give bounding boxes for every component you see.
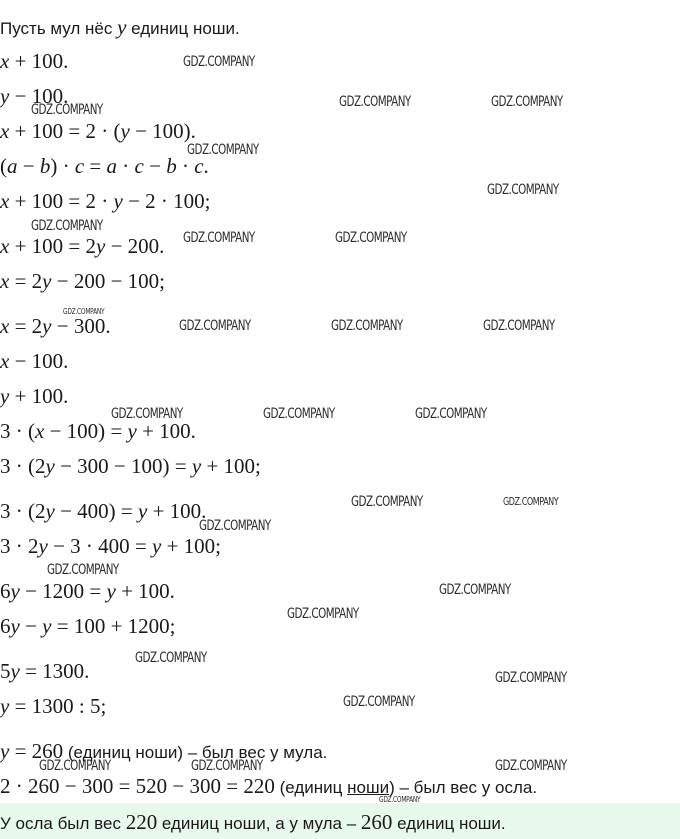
equation-17: 5y = 1300. <box>0 659 90 683</box>
watermark: GDZ.COMPANY <box>179 318 251 334</box>
answer-line <box>0 811 506 835</box>
result-mule-text: (единиц ноши) – был вес у мула. <box>63 743 328 762</box>
equation-10: y + 100. <box>0 384 69 408</box>
equation-2: y − 100. <box>0 84 69 108</box>
watermark: GDZ.COMPANY <box>183 54 255 70</box>
watermark: GDZ.COMPANY <box>183 230 255 246</box>
watermark: GDZ.COMPANY <box>343 694 415 710</box>
equation-9: x − 100. <box>0 349 69 373</box>
answer-pre: У осла был вес <box>0 814 126 833</box>
equation-1: x + 100. <box>0 49 69 73</box>
watermark: GDZ.COMPANY <box>495 758 567 774</box>
watermark: GDZ.COMPANY <box>379 795 421 804</box>
equation-15: 6y − 1200 = y + 100. <box>0 579 175 603</box>
equation-6: x + 100 = 2y − 200. <box>0 234 165 258</box>
watermark: GDZ.COMPANY <box>263 406 335 422</box>
equation-5: x + 100 = 2 · y − 2 · 100; <box>0 189 211 213</box>
watermark: GDZ.COMPANY <box>503 495 559 508</box>
watermark: GDZ.COMPANY <box>487 182 559 198</box>
result-donkey-text-underlined: ноши <box>347 778 390 797</box>
watermark: GDZ.COMPANY <box>287 606 359 622</box>
result-donkey-line <box>0 775 537 799</box>
watermark: GDZ.COMPANY <box>31 218 103 234</box>
watermark: GDZ.COMPANY <box>135 650 207 666</box>
watermark: GDZ.COMPANY <box>191 758 263 774</box>
equation-7: x = 2y − 200 − 100; <box>0 269 166 293</box>
watermark: GDZ.COMPANY <box>439 582 511 598</box>
equation-3: x + 100 = 2 · (y − 100). <box>0 119 196 143</box>
answer-donkey-value: 220 <box>125 810 158 834</box>
result-donkey-math: 2 · 260 − 300 = 520 − 300 = 220 <box>0 774 275 798</box>
intro-var: y <box>117 15 127 39</box>
intro-line <box>0 16 240 40</box>
watermark: GDZ.COMPANY <box>339 94 411 110</box>
watermark: GDZ.COMPANY <box>47 562 119 578</box>
equation-16: 6y − y = 100 + 1200; <box>0 614 176 638</box>
watermark: GDZ.COMPANY <box>187 142 259 158</box>
intro-pre: Пусть мул нёс <box>0 19 118 38</box>
result-mule-math: y = 260 <box>0 739 64 763</box>
watermark: GDZ.COMPANY <box>199 518 271 534</box>
watermark: GDZ.COMPANY <box>491 94 563 110</box>
watermark: GDZ.COMPANY <box>483 318 555 334</box>
watermark: GDZ.COMPANY <box>351 494 423 510</box>
equation-14: 3 · 2y − 3 · 400 = y + 100; <box>0 534 222 558</box>
watermark: GDZ.COMPANY <box>39 758 111 774</box>
watermark: GDZ.COMPANY <box>111 406 183 422</box>
watermark: GDZ.COMPANY <box>63 307 105 316</box>
equation-4: (a − b) · c = a · c − b · c. <box>0 154 209 178</box>
watermark: GDZ.COMPANY <box>415 406 487 422</box>
answer-mule-value: 260 <box>360 810 393 834</box>
result-donkey-text-post: ) – был вес у осла. <box>389 778 538 797</box>
watermark: GDZ.COMPANY <box>335 230 407 246</box>
equation-8: x = 2y − 300. <box>0 314 111 338</box>
answer-post: единиц ноши. <box>392 814 506 833</box>
watermark: GDZ.COMPANY <box>31 102 103 118</box>
equation-18: y = 1300 : 5; <box>0 694 107 718</box>
answer-mid: единиц ноши, а у мула – <box>157 814 361 833</box>
intro-post: единиц ноши. <box>126 19 240 38</box>
equation-11: 3 · (x − 100) = y + 100. <box>0 419 196 443</box>
result-donkey-text-pre: (единиц <box>274 778 348 797</box>
answer-box <box>0 803 680 839</box>
watermark: GDZ.COMPANY <box>495 670 567 686</box>
equation-13: 3 · (2y − 400) = y + 100. <box>0 499 207 523</box>
watermark: GDZ.COMPANY <box>331 318 403 334</box>
equation-12: 3 · (2y − 300 − 100) = y + 100; <box>0 454 261 478</box>
